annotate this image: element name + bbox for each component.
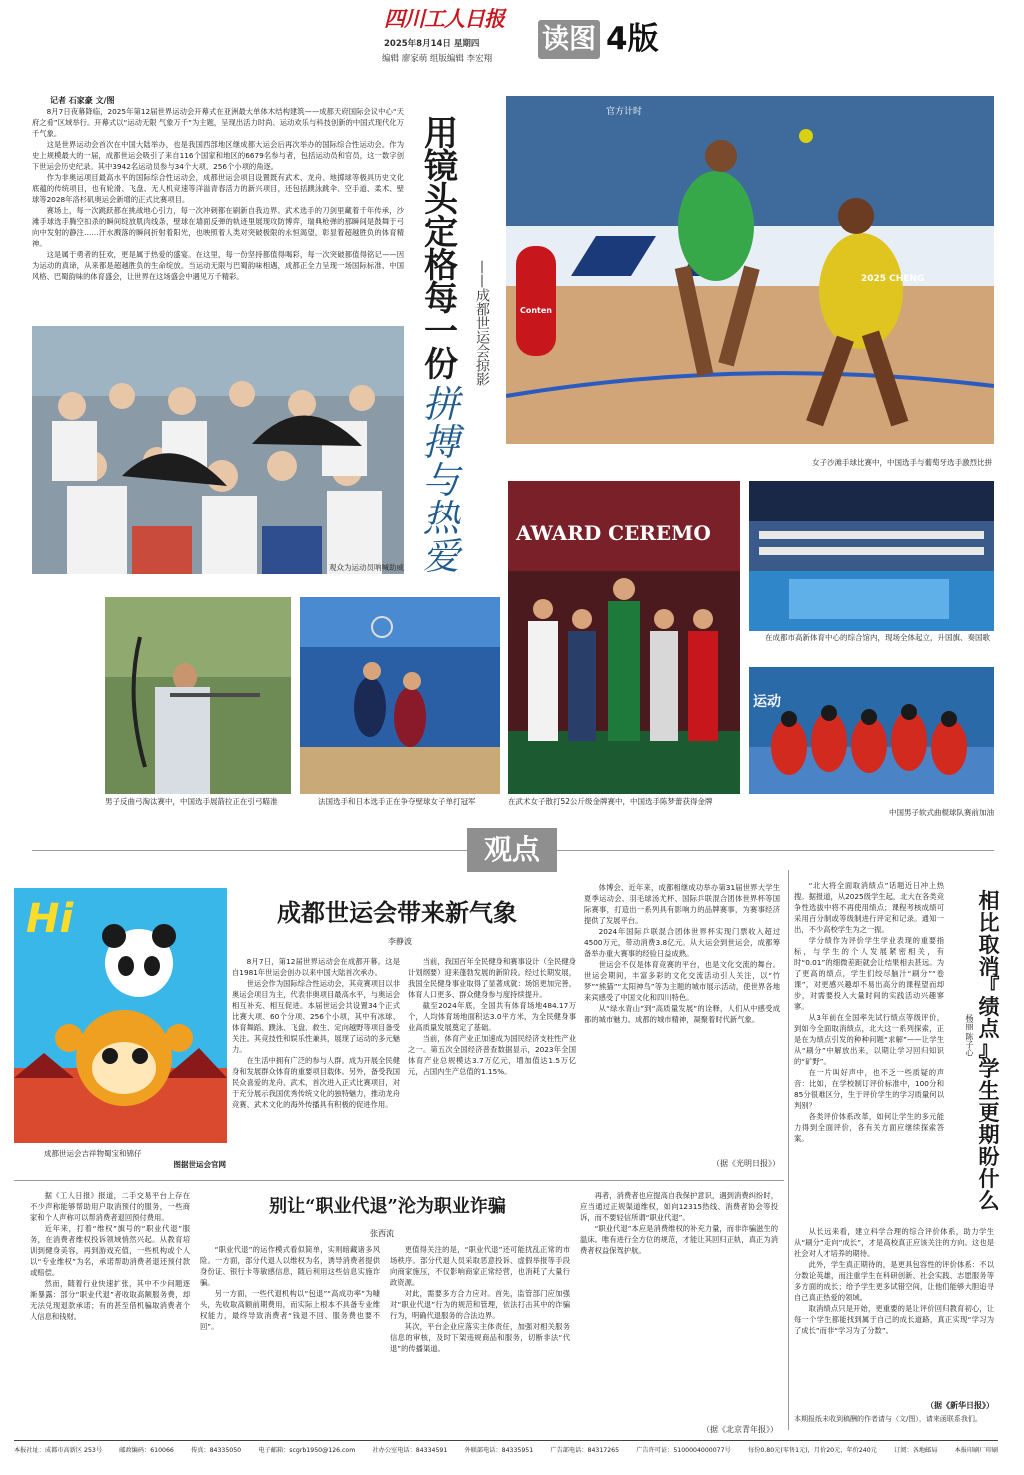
article2-title-char: 消 bbox=[978, 954, 1000, 979]
article2-title-char: 取 bbox=[978, 932, 1000, 957]
title-char: 用 bbox=[424, 114, 458, 154]
beach-sponsor-text: Conten bbox=[519, 306, 552, 315]
article1-paragraph: 世运会不仅是体育竞赛的平台，也是文化交流的舞台。世运会期间，丰富多彩的文化交流活动引人关注，以“竹梦”“熊猫”“太阳神鸟”等为主题的城市展示活动，使世界各地来宾感受了中国文化和四川特色。 bbox=[584, 960, 780, 1002]
article2-paragraph: 从3年前在全国率先试行绩点等级评价，到如今全面取消绩点，北大这一系列探索，正是在为绩点引发的种种问题“求解”——让学生从“刷分”中解放出来，以期让学习回归知识的“矿野”。 bbox=[794, 1013, 944, 1066]
beach-photo bbox=[506, 96, 994, 444]
feature-paragraph: 这是世界运动会首次在中国大陆举办，也是我国西部地区继成都大运会后再次举办的国际综合性运动会。作为史上规模最大的一届，成都世运会吸引了来自116个国家和地区的6679名参与者，包括运动员和官员，这一数字创下世运会历史纪录。其中3942名运动员参与34个大项、256个小项的角逐。 bbox=[32, 140, 404, 171]
article3-paragraph: “职业代退”本应是消费维权的补充力量，而非诈骗滋生的温床。唯有进行全方位的规范，才能让其回归正轨，真正为消费者权益保驾护航。 bbox=[580, 1224, 778, 1255]
article2-author: 杨丽 陈子心 bbox=[965, 1014, 974, 1057]
title-char: 每 bbox=[424, 279, 458, 319]
script-char: 热 bbox=[422, 497, 460, 540]
team-banner-text: 运动 bbox=[753, 694, 781, 710]
beach-timing-text: 官方计时 bbox=[606, 107, 643, 117]
footer-subscription: 订阅：各地邮局 bbox=[894, 1447, 938, 1454]
article2-title-char: 比 bbox=[978, 910, 1000, 935]
article1-paragraph: 世运会作为国际综合性运动会，其竞赛项目以非奥运会项目为主，代表非奥项目最高水平，与奥运会相互补充、相互促进。本届世运会共设置34个正式比赛大项、60个分项、256个小项，其中有冰球、体育舞蹈、蹼泳、飞盘、救生、定向越野等项目备受关注。其竞技性和娱乐性兼具，展现了运动的多元魅力。 bbox=[232, 979, 400, 1054]
article2-title-char: 点 bbox=[978, 1016, 1000, 1041]
article2-column-1 bbox=[794, 880, 944, 1220]
footer-external-phone: 外联部电话：84335951 bbox=[464, 1447, 534, 1454]
script-char: 拼 bbox=[422, 383, 460, 426]
article1-paragraph: 截至2024年底，全国共有体育场地484.17万个，人均体育场地面积达3.0平方米，为全民健身事业高质量发展奠定了基础。 bbox=[408, 1001, 576, 1032]
mascot-caption: 成都世运会吉祥物蜀宝和锦仔 bbox=[44, 1149, 142, 1158]
article2-title-char: 『 bbox=[978, 974, 1000, 999]
title-char: 头 bbox=[424, 180, 458, 220]
title-char: 定 bbox=[424, 213, 458, 253]
article2-source: （据《新华日报》） bbox=[926, 1401, 994, 1410]
script-char: 爱 bbox=[422, 535, 460, 578]
article1-paragraph: 当前，我国百年全民健身和赛事设计（全民健身计划纲要）迎来蓬勃发展的新阶段。经过长期发展，我国全民健身事业取得了显著成就：场馆更加完善，体育人口更多、群众健身参与度持续提升。 bbox=[408, 957, 576, 999]
article2-title bbox=[974, 890, 1004, 1212]
article2-title-char: 相 bbox=[978, 888, 1000, 913]
article2-paragraph: 各类评价体系改革，如何让学生的多元能力得到全面评价，各有关方面应继续探索答案。 bbox=[794, 1112, 944, 1143]
award-photo bbox=[508, 481, 740, 794]
article3-column-2 bbox=[200, 1244, 380, 1438]
article3-paragraph: 再者，消费者也应提高自我保护意识，遇到消费纠纷时，应当通过正规渠道维权，如向12315热线、消费者协会等投诉，而不要轻信所谓“职业代退”。 bbox=[580, 1191, 778, 1222]
feature-paragraph: 赛场上，每一次跳跃都在挑战地心引力，每一次冲刺都在刷新自我边界。武术选手的刀剑里藏着千年传承，沙滩手球选手腾空扣杀的瞬间绽放肌肉线条，壁球在墙面反弹的轨迹里展现攻防博弈，瑞典枪弹的那瞬间是鼓舞于弓向中发射的静注……汗水溅落的瞬间折射着阳光，也映照着人类对突破极限的永恒渴望，彰显着超越胜负的体育精神。 bbox=[32, 206, 404, 248]
article3-author: 张西流 bbox=[370, 1229, 394, 1238]
article3-paragraph: 另一方面，一些代退机构以“包退”“高成功率”为噱头，先收取高额前期费用，而实际上根本不具备专业维权能力，最终导致消费者“钱退不回、服务费也要不回”。 bbox=[200, 1289, 380, 1331]
beach-caption: 女子沙滩手球比赛中，中国选手与葡萄牙选手激烈比拼 bbox=[812, 458, 992, 467]
feature-body bbox=[32, 106, 404, 308]
squash-caption: 法国选手和日本选手正在争夺壁球女子单打冠军 bbox=[318, 797, 476, 806]
article1-paragraph: 2024年国际乒联混合团体世界杯实现门票收入超过4500万元，带动消费3.8亿元。从大运会到世运会，成都筹备举办重大赛事的经验日益成熟。 bbox=[584, 927, 780, 958]
stadium-photo bbox=[749, 481, 994, 631]
footer-ad-phone: 广告部电话：84317265 bbox=[550, 1447, 620, 1454]
article3-paragraph: 其次，平台企业应落实主体责任，加强对相关服务信息的审核，及时下架违规商品和服务，切断非法“代退”的传播渠道。 bbox=[390, 1322, 570, 1353]
mascot-hi-text: Hi bbox=[26, 896, 74, 942]
page-number: 4版 bbox=[606, 21, 659, 57]
article2-title-char: 学 bbox=[978, 1056, 1000, 1081]
title-char: 份 bbox=[424, 345, 458, 385]
award-caption: 在武术女子散打52公斤级金牌赛中，中国选手陈梦蕾获得金牌 bbox=[508, 797, 713, 806]
article1-paragraph: 体博会、近年来，成都相继成功举办第31届世界大学生夏季运动会、羽毛球汤尤杯、国际乒联混合团体世界杯等国际赛事，打造出一系列具有影响力的品牌赛事，为赛事经济提供了发展平台。 bbox=[584, 883, 780, 925]
mascot-credit: 图据世运会官网 bbox=[173, 1160, 226, 1169]
footer-address: 本报社址：成都市高新区 253号 bbox=[14, 1447, 103, 1454]
article2-paragraph: 学分绩作为评价学生学业表现的重要指标，与学生的个人发展紧密相关，有时“0.01”的细微差距就会让结果相去甚远。为了更高的绩点，学生们绞尽脑汁“刷分”“卷课”，对更感兴趣却不易出高分的课程望而却步，对需要投入大量时间的实践活动兴趣寥寥。 bbox=[794, 936, 944, 1011]
mascot-image bbox=[14, 888, 227, 1143]
footer bbox=[14, 1444, 998, 1458]
article3-paragraph: 据《工人日报》报道，二手交易平台上存在不少声称能够帮助用户取消预付的服务，一些商家和个人声称可以帮消费者退回预付费用。 bbox=[30, 1191, 190, 1222]
article1-paragraph: 当前，体育产业正加速成为国民经济支柱性产业之一。第五次全国经济普查数据显示，2023年全国体育产业总规模达3.7万亿元，增加值达1.5万亿元，占国内生产总值的1.15%。 bbox=[408, 1034, 576, 1076]
newspaper-logo: 四川工人日报 bbox=[384, 6, 504, 31]
feature-title bbox=[422, 114, 460, 385]
feature-title-script bbox=[418, 383, 464, 578]
team-caption: 中国男子软式曲棍球队赛前加油 bbox=[889, 808, 994, 817]
article1-column-2 bbox=[408, 956, 576, 1170]
footer-price: 每份0.80元(零售1元)，月价20元，年价240元 bbox=[747, 1447, 877, 1454]
script-char: 与 bbox=[422, 459, 460, 502]
column-separator bbox=[788, 870, 789, 1430]
opinion-label: 观点 bbox=[483, 833, 540, 866]
article2-title-char: 什 bbox=[978, 1166, 1000, 1191]
footer-printer: 本报印刷厂印刷 bbox=[954, 1447, 998, 1454]
article2-title-char: 』 bbox=[978, 1036, 1000, 1061]
section-divider-right bbox=[557, 850, 994, 851]
article1-source: （据《光明日报》） bbox=[712, 1159, 780, 1168]
title-char: 镜 bbox=[424, 147, 458, 187]
article3-paragraph: 更值得关注的是，“职业代退”还可能扰乱正常的市场秩序。部分代退人员采取恶意投诉、虚假举报等手段向商家施压，不仅影响商家正常经营，也消耗了大量行政资源。 bbox=[390, 1245, 570, 1287]
team-photo bbox=[749, 667, 994, 794]
beach-scoreboard: 2025 CHENG bbox=[861, 274, 925, 284]
article2-paragraph: 取消绩点只是开始，更重要的是让评价回归教育初心，让每一个学生都能找到属于自己的成长道路，真正实现“学习为了成长”而非“学习为了分数”。 bbox=[794, 1304, 994, 1335]
section-label: 读图 bbox=[542, 24, 596, 55]
date-line: 2025年8月14日 星期四 bbox=[384, 39, 480, 49]
footer-rule bbox=[14, 1440, 998, 1441]
article2-column-2 bbox=[794, 1226, 994, 1398]
article1-paragraph: 在生活中拥有广泛的参与人群。成为开展全民健身和发展群众体育的重要项目载体。另外，备受我国民众喜爱的龙舟、武术，首次进入正式比赛项目，对于充分展示我国优秀传统文化的独特魅力，推动龙舟竞赛、武术文化的海外传播具有积极的促进作用。 bbox=[232, 1056, 400, 1109]
article1-paragraph: 从“绿水青山”到“高质量发展”的诠释，人们从中感受成都的城市魅力。成都的城市精神，凝聚着时代新气象。 bbox=[584, 1004, 780, 1024]
article3-title: 别让“职业代退”沦为职业诈骗 bbox=[269, 1196, 506, 1217]
article1-column-3 bbox=[584, 882, 780, 1154]
squash-photo bbox=[300, 597, 500, 794]
footer-email: 电子邮箱：scgrb1950@126.com bbox=[258, 1447, 356, 1454]
article3-column-3 bbox=[390, 1244, 570, 1438]
article2-footnote: 本期报纸未收到稿酬的作者请与（文/图），请来函联系我们。 bbox=[794, 1415, 982, 1423]
article1-paragraph: 8月7日，第12届世界运动会在成都开幕。这是自1981年世运会创办以来中国大陆首次承办。 bbox=[232, 957, 400, 977]
footer-fax: 传真：84335050 bbox=[191, 1447, 242, 1454]
crowd-photo bbox=[32, 326, 404, 574]
article-separator bbox=[14, 1180, 784, 1181]
footer-ad-license: 广告许可证：5100004000077号 bbox=[636, 1447, 731, 1454]
article1-title: 成都世运会带来新气象 bbox=[277, 898, 517, 927]
article2-paragraph: 此外，学生真正期待的，是更具包容性的评价体系：不以分数论英雄，而注重学生在科研创新、社会实践、志愿服务等多方面的成长；给予学生更多试错空间，让他们能够大胆追寻自己真正热爱的领域。 bbox=[794, 1260, 994, 1302]
editors-line: 编辑 廖家萌 组版编辑 李宏翔 bbox=[382, 54, 493, 64]
article3-column-1 bbox=[30, 1190, 190, 1438]
article2-title-char: 盼 bbox=[978, 1144, 1000, 1169]
article2-title-char: 绩 bbox=[978, 994, 1000, 1019]
footer-office-phone: 社办公室电话：84334591 bbox=[372, 1447, 448, 1454]
article2-paragraph: “北大将全面取消绩点”话题近日冲上热搜。据报道，从2025级学生起，北大在各类竞争性选拔中将不再使用绩点；课程考核成绩可采用百分制或等级制进行评定和记录。通知一出，不少高校学生为之一振。 bbox=[794, 881, 944, 934]
script-char: 搏 bbox=[422, 421, 460, 464]
section-divider-left bbox=[32, 850, 467, 851]
article3-paragraph: 近年来，打着“维权”旗号的“职业代退”服务，在消费者维权投诉领域悄然兴起。从教育培训到健身美容，再到游戏充值，一些机构或个人以“专业维权”为名，承诺帮助消费者退还预付款或赔偿。 bbox=[30, 1224, 190, 1277]
award-sign-text: AWARD CEREMO bbox=[516, 521, 711, 545]
feature-subtitle: ——成都世运会掠影 bbox=[474, 260, 490, 386]
title-char: 一 bbox=[424, 312, 458, 352]
article2-title-char: 生 bbox=[978, 1078, 1000, 1103]
article3-paragraph: 对此，需要多方合力应对。首先，监管部门应加强对“职业代退”行为的规范和管理，依法打击其中的诈骗行为，明确代退服务的合法边界。 bbox=[390, 1289, 570, 1320]
footer-postcode: 邮政编码：610066 bbox=[119, 1447, 174, 1454]
article2-title-char: 么 bbox=[978, 1188, 1000, 1213]
crowd-caption: 观众为运动员呐喊助威 bbox=[329, 563, 404, 572]
article3-column-4 bbox=[580, 1190, 778, 1422]
article1-author: 李静波 bbox=[388, 937, 412, 946]
feature-paragraph: 作为非奥运项目最高水平的国际综合性运动会，成都世运会项目设置既有武术、龙舟、地掷球等极具历史文化底蕴的传统项目，也有轮滑、飞盘、无人机竞速等洋溢青春活力的新兴项目，还包括蹼泳跳伞、空手道、柔术、壁球等2028年洛杉矶奥运会新增的正式比赛项目。 bbox=[32, 173, 404, 204]
article1-column-1 bbox=[232, 956, 400, 1170]
feature-paragraph: 这是属于勇者的狂欢，更是属于热爱的盛宴。在这里，每一份坚持都值得喝彩，每一次突破都值得铭记——因为运动的真谛，从来都是超越胜负的生命绽放。当运动无限与巴蜀韵味相遇，成都正全力呈现一场国际标准、中国风格、巴蜀韵味的体育盛会，让世界在这场盛会中遇见万千精彩。 bbox=[32, 250, 404, 281]
title-char: 格 bbox=[424, 246, 458, 286]
article2-paragraph: 在一片叫好声中，也不乏一些质疑的声音：比如，在学校制订评价标准中，100分和85分很难区分，生于评价学生的学习质量何以判别？ bbox=[794, 1068, 944, 1110]
article2-paragraph: 从长远来看，建立科学合理的综合评价体系，助力学生从“刷分”走向“成长”，才是高校真正应该关注的方向。这也是社会对人才培养的期待。 bbox=[794, 1227, 994, 1258]
feature-byline: 记者 石家豪 文/图 bbox=[50, 96, 115, 105]
article2-title-char: 期 bbox=[978, 1122, 1000, 1147]
archery-caption: 男子反曲弓淘汰赛中，中国选手展箭拉正在引弓瞄准 bbox=[105, 797, 278, 806]
archery-photo bbox=[105, 597, 291, 794]
feature-paragraph: 8月7日夜幕降临，2025年第12届世界运动会开幕式在亚洲最大单体木结构建筑——成都天府国际会议中心“天府之肴”区域举行。开幕式以“运动无限 气象万千”为主题，呈现出活力时尚、运动欢乐与科技创新的中国式现代化万千气象。 bbox=[32, 107, 404, 138]
article3-paragraph: “职业代退”的运作模式看似简单，实则暗藏诸多风险。一方面，部分代退人以维权为名，诱导消费者提供身份证、银行卡等敏感信息，随后利用这些信息实施诈骗。 bbox=[200, 1245, 380, 1287]
masthead bbox=[0, 0, 1024, 68]
article2-title-char: 更 bbox=[978, 1100, 1000, 1125]
stadium-caption: 在成都市高新体育中心的综合馆内，现场全体起立，升国旗、奏国歌 bbox=[765, 633, 990, 642]
article3-paragraph: 然而，随着行业快速扩张，其中不少问题逐渐暴露：部分“职业代退”者收取高额服务费，却无法兑现退款承诺；有的甚至借机骗取消费者个人信息和钱财。 bbox=[30, 1279, 190, 1321]
article3-source: （据《北京青年报》） bbox=[702, 1425, 778, 1434]
